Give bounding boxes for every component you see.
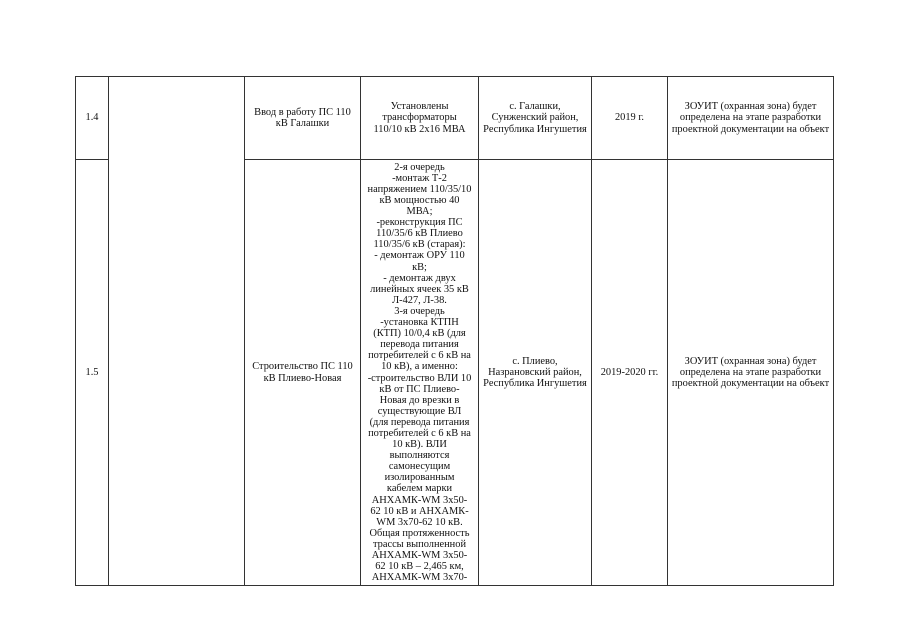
description-line: 62 10 кВ и АНХАМК- [370, 505, 469, 517]
description-line: трансформаторы [382, 112, 457, 124]
description-line: потребителей с 6 кВ на [368, 350, 471, 362]
description-line: 62 10 кВ – 2,465 км, [375, 561, 464, 573]
work-description [361, 160, 479, 586]
description-line: - демонтаж двух [383, 272, 456, 284]
description-line: -монтаж Т-2 [392, 172, 447, 184]
description-line: -установка КТПН [380, 317, 459, 329]
work-title: Ввод в работу ПС 110 кВ Галашки [245, 77, 361, 160]
year: 2019 г. [592, 77, 668, 160]
description-line: АНХАМК-WM 3х50- [371, 550, 468, 561]
description-line: кабелем марки [386, 483, 453, 495]
location: с. Плиево, Назрановский район, Республика Ингушетия [479, 160, 592, 586]
description-line: изолированным [384, 472, 455, 484]
description-line: 110/35/6 кВ Плиево [376, 228, 463, 240]
description-line: самонесущим [388, 461, 451, 473]
empty-merged-cell [109, 77, 245, 586]
table-row [76, 77, 834, 160]
description-line: 3-я очередь [394, 305, 445, 317]
description-line: кВ мощностью 40 [379, 195, 460, 206]
description-line: кВ; [412, 261, 427, 273]
planning-table [75, 76, 834, 586]
work-description [361, 77, 479, 160]
description-line: - демонтаж ОРУ 110 [374, 250, 465, 262]
description-line: -реконструкция ПС [376, 217, 463, 229]
description-line: линейных ячеек 35 кВ [370, 283, 469, 295]
description-line: МВА; [406, 206, 433, 218]
work-title: Строительство ПС 110 кВ Плиево-Новая [245, 160, 361, 586]
description-line: Новая до врезки в [379, 394, 460, 406]
row-number: 1.5 [76, 160, 109, 586]
description-line: перевода питания [380, 339, 459, 351]
description-line: АНХАМК-WM 3х50- [371, 494, 468, 506]
description-line: кВ от ПС Плиево- [379, 383, 460, 395]
description-line: напряжением 110/35/10 [367, 183, 472, 195]
description-line: Л-427, Л-38. [392, 294, 447, 306]
location: с. Галашки, Сунженский район, Республика Ингушетия [479, 77, 592, 160]
description-line: АНХАМК-WM 3х70- [371, 572, 468, 584]
year: 2019-2020 гг. [592, 160, 668, 586]
description-line: Общая протяженность [369, 527, 470, 539]
description-line: WM 3х70-62 10 кВ. [376, 516, 463, 528]
description-line: 10 кВ). ВЛИ [392, 439, 447, 451]
description-line: выполняются [389, 450, 450, 462]
description-line: (для перевода питания [369, 416, 470, 428]
row-number: 1.4 [76, 77, 109, 160]
description-line: (КТП) 10/0,4 кВ (для [373, 328, 466, 340]
description-line: трассы выполненной [372, 538, 467, 550]
description-line: -строительство ВЛИ 10 [367, 372, 472, 384]
description-line: 110/35/6 кВ (старая): [373, 239, 466, 251]
description-line: существующие ВЛ [377, 405, 462, 417]
protection-zone: ЗОУИТ (охранная зона) будет определена на этапе разработки проектной документации на объект [668, 160, 834, 586]
description-line: 110/10 кВ 2х16 МВА [373, 123, 466, 135]
description-line: 2-я очередь [394, 161, 445, 173]
description-line: Установлены [390, 101, 449, 113]
protection-zone: ЗОУИТ (охранная зона) будет определена на этапе разработки проектной документации на объект [668, 77, 834, 160]
description-line: потребителей с 6 кВ на [368, 427, 471, 439]
description-line: 10 кВ), а именно: [381, 361, 458, 373]
description-lines [364, 162, 475, 584]
